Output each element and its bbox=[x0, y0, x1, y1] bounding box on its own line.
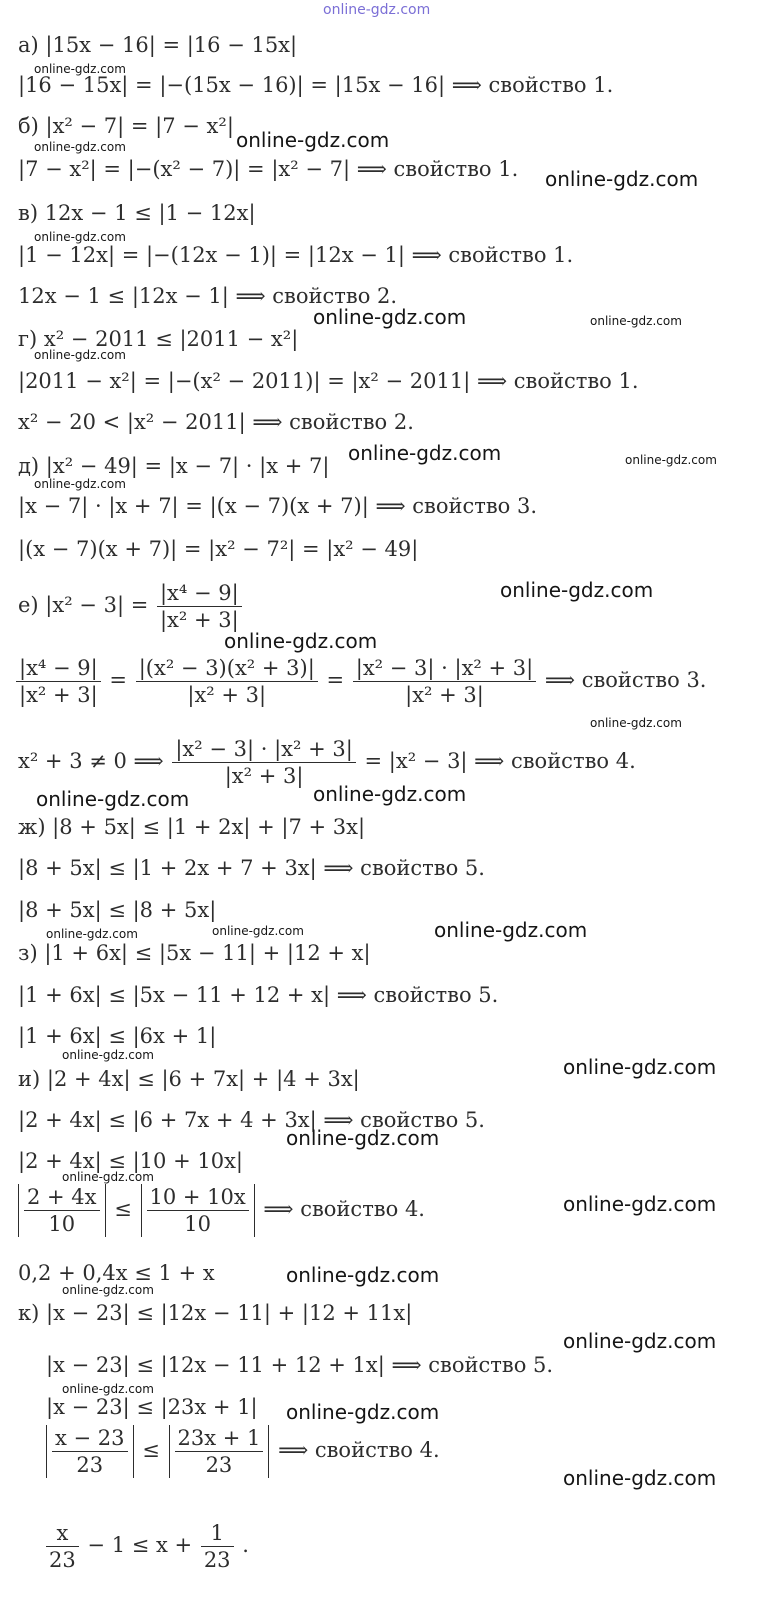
fraction-denominator: |x² + 3| bbox=[19, 683, 98, 707]
line-zh-task: ж) |8 + 5x| ≤ |1 + 2x| + |7 + 3x| bbox=[18, 815, 366, 839]
watermark-small: online-gdz.com bbox=[34, 230, 126, 244]
line-g-solution-1: |2011 − x²| = |−(x² − 2011)| = |x² − 2011| ⟹ свойство 1. bbox=[18, 369, 639, 393]
fraction-1 bbox=[16, 655, 101, 708]
fraction-2 bbox=[147, 1184, 249, 1237]
fraction-denominator: 23 bbox=[49, 1548, 76, 1572]
line-a-solution: |16 − 15x| = |−(15x − 16)| = |15x − 16| ⟹ свойство 1. bbox=[18, 73, 614, 97]
watermark-small: online-gdz.com bbox=[34, 140, 126, 154]
fraction-1 bbox=[46, 1520, 79, 1573]
watermark: online-gdz.com bbox=[545, 167, 699, 191]
watermark: online-gdz.com bbox=[563, 1192, 717, 1216]
fraction-numerator: |x² − 3| · |x² + 3| bbox=[353, 655, 536, 682]
fraction-numerator: 2 + 4x bbox=[24, 1184, 100, 1211]
watermark: online-gdz.com bbox=[563, 1055, 717, 1079]
watermark: online-gdz.com bbox=[286, 1263, 440, 1287]
line-z-solution-2: |1 + 6x| ≤ |6x + 1| bbox=[18, 1024, 217, 1048]
less-equal-sign: ≤ bbox=[114, 1197, 132, 1221]
watermark: online-gdz.com bbox=[36, 787, 190, 811]
line-i-solution-1: |2 + 4x| ≤ |6 + 7x + 4 + 3x| ⟹ свойство 5. bbox=[18, 1108, 485, 1132]
line-i-solution-3 bbox=[16, 1184, 425, 1237]
watermark: online-gdz.com bbox=[563, 1329, 717, 1353]
fraction-1 bbox=[24, 1184, 100, 1237]
watermark: online-gdz.com bbox=[500, 578, 654, 602]
line-i-solution-3-suffix: ⟹ свойство 4. bbox=[263, 1197, 425, 1221]
fraction-2 bbox=[175, 1425, 264, 1478]
watermark-small: online-gdz.com bbox=[625, 453, 717, 467]
watermark: online-gdz.com bbox=[563, 1466, 717, 1490]
watermark-small: online-gdz.com bbox=[62, 1382, 154, 1396]
watermark: online-gdz.com bbox=[236, 128, 390, 152]
line-i-task: и) |2 + 4x| ≤ |6 + 7x| + |4 + 3x| bbox=[18, 1067, 360, 1091]
fraction-numerator: |(x² − 3)(x² + 3)| bbox=[136, 655, 318, 682]
fraction-denominator: |x² + 3| bbox=[405, 683, 484, 707]
line-d-task: д) |x² − 49| = |x − 7| · |x + 7| bbox=[18, 454, 330, 478]
fraction-denominator: 10 bbox=[48, 1212, 76, 1236]
line-e-task-prefix: е) |x² − 3| = bbox=[18, 593, 149, 617]
line-v-task: в) 12x − 1 ≤ |1 − 12x| bbox=[18, 201, 256, 225]
fraction-denominator: 23 bbox=[76, 1453, 104, 1477]
watermark-small: online-gdz.com bbox=[34, 62, 126, 76]
line-k-solution-1: |x − 23| ≤ |12x − 11 + 12 + 1x| ⟹ свойство 5. bbox=[46, 1353, 554, 1377]
line-b-solution: |7 − x²| = |−(x² − 7)| = |x² − 7| ⟹ свойство 1. bbox=[18, 157, 519, 181]
line-e-task-fraction bbox=[157, 580, 242, 633]
line-i-solution-2: |2 + 4x| ≤ |10 + 10x| bbox=[18, 1149, 243, 1173]
line-e-solution-2-suffix: = |x² − 3| ⟹ свойство 4. bbox=[364, 749, 636, 773]
watermark-small: online-gdz.com bbox=[34, 477, 126, 491]
watermark: online-gdz.com bbox=[286, 1400, 440, 1424]
fraction-denominator: |x² + 3| bbox=[187, 683, 267, 707]
line-v-solution-1: |1 − 12x| = |−(12x − 1)| = |12x − 1| ⟹ свойство 1. bbox=[18, 243, 574, 267]
fraction-numerator: x − 23 bbox=[52, 1425, 128, 1452]
equals-sign: = bbox=[109, 668, 128, 692]
watermark-small: online-gdz.com bbox=[62, 1170, 154, 1184]
line-z-task: з) |1 + 6x| ≤ |5x − 11| + |12 + x| bbox=[18, 941, 371, 965]
watermark: online-gdz.com bbox=[224, 629, 378, 653]
fraction-2 bbox=[136, 655, 318, 708]
line-k-solution-3 bbox=[44, 1425, 440, 1478]
watermark-small: online-gdz.com bbox=[590, 716, 682, 730]
equals-sign: = bbox=[326, 668, 345, 692]
line-i-solution-4: 0,2 + 0,4x ≤ 1 + x bbox=[18, 1261, 215, 1285]
line-v-solution-2: 12x − 1 ≤ |12x − 1| ⟹ свойство 2. bbox=[18, 284, 398, 308]
fraction-denominator: |x² + 3| bbox=[159, 608, 239, 632]
line-z-solution-1: |1 + 6x| ≤ |5x − 11 + 12 + x| ⟹ свойство 5. bbox=[18, 983, 499, 1007]
line-d-solution-1: |x − 7| · |x + 7| = |(x − 7)(x + 7)| ⟹ свойство 3. bbox=[18, 494, 538, 518]
absolute-value-2 bbox=[141, 1184, 255, 1237]
watermark-small: online-gdz.com bbox=[62, 1283, 154, 1297]
watermark: online-gdz.com bbox=[434, 918, 588, 942]
line-k-solution-3-suffix: ⟹ свойство 4. bbox=[278, 1438, 440, 1462]
line-e-solution-1 bbox=[14, 655, 706, 708]
line-k-solution-4-middle: − 1 ≤ x + bbox=[87, 1533, 193, 1557]
fraction-2 bbox=[201, 1520, 234, 1573]
line-b-task: б) |x² − 7| = |7 − x²| bbox=[18, 114, 234, 138]
line-g-task: г) x² − 2011 ≤ |2011 − x²| bbox=[18, 327, 299, 351]
line-k-solution-2: |x − 23| ≤ |23x + 1| bbox=[46, 1395, 258, 1419]
line-e-solution-2-prefix: x² + 3 ≠ 0 ⟹ bbox=[18, 749, 164, 773]
absolute-value-2 bbox=[169, 1425, 270, 1478]
line-zh-solution-1: |8 + 5x| ≤ |1 + 2x + 7 + 3x| ⟹ свойство 5. bbox=[18, 856, 485, 880]
line-d-solution-2: |(x − 7)(x + 7)| = |x² − 7²| = |x² − 49| bbox=[18, 537, 419, 561]
watermark-small: online-gdz.com bbox=[34, 348, 126, 362]
watermark-small: online-gdz.com bbox=[212, 924, 304, 938]
line-g-solution-2: x² − 20 < |x² − 2011| ⟹ свойство 2. bbox=[18, 410, 414, 434]
watermark-small: online-gdz.com bbox=[62, 1048, 154, 1062]
line-e-task bbox=[18, 580, 244, 633]
fraction-numerator: |x² − 3| · |x² + 3| bbox=[172, 736, 355, 763]
watermark-small: online-gdz.com bbox=[590, 314, 682, 328]
line-zh-solution-2: |8 + 5x| ≤ |8 + 5x| bbox=[18, 898, 217, 922]
fraction-numerator: |x⁴ − 9| bbox=[157, 580, 242, 607]
fraction-denominator: 23 bbox=[205, 1453, 233, 1477]
fraction-numerator: 23x + 1 bbox=[175, 1425, 264, 1452]
fraction-denominator: 23 bbox=[203, 1548, 231, 1572]
line-k-solution-4 bbox=[44, 1520, 249, 1573]
absolute-value-1 bbox=[46, 1425, 134, 1478]
watermark-small: online-gdz.com bbox=[46, 927, 138, 941]
line-k-task: к) |x − 23| ≤ |12x − 11| + |12 + 11x| bbox=[18, 1301, 413, 1325]
fraction-3 bbox=[353, 655, 536, 708]
fraction-numerator: |x⁴ − 9| bbox=[16, 655, 101, 682]
watermark-top: online-gdz.com bbox=[323, 2, 431, 18]
watermark: online-gdz.com bbox=[348, 441, 502, 465]
watermark: online-gdz.com bbox=[313, 305, 467, 329]
fraction-denominator: |x² + 3| bbox=[224, 764, 304, 788]
watermark: online-gdz.com bbox=[286, 1126, 440, 1150]
less-equal-sign: ≤ bbox=[142, 1438, 160, 1462]
period: . bbox=[242, 1533, 249, 1557]
absolute-value-1 bbox=[18, 1184, 106, 1237]
fraction-numerator: x bbox=[46, 1520, 79, 1547]
line-a-task: а) |15x − 16| = |16 − 15x| bbox=[18, 33, 298, 57]
fraction-numerator: 1 bbox=[201, 1520, 234, 1547]
line-e-solution-1-suffix: ⟹ свойство 3. bbox=[544, 668, 707, 692]
fraction-denominator: 10 bbox=[184, 1212, 211, 1236]
fraction-numerator: 10 + 10x bbox=[147, 1184, 249, 1211]
watermark: online-gdz.com bbox=[313, 782, 467, 806]
fraction-1 bbox=[52, 1425, 128, 1478]
